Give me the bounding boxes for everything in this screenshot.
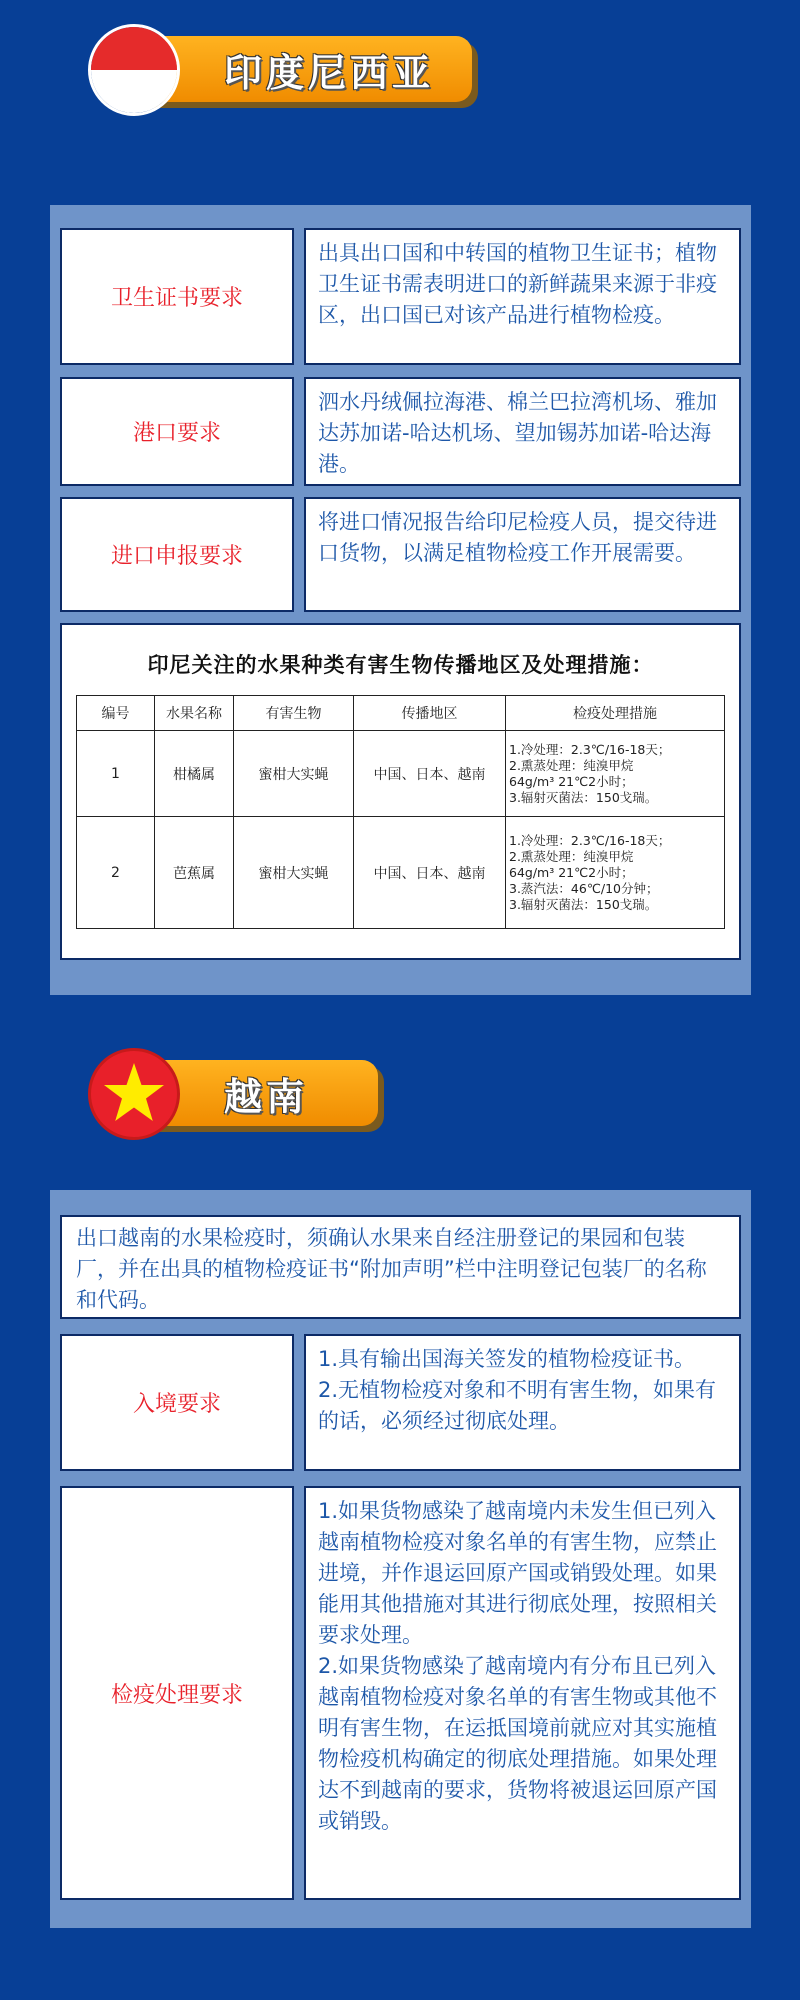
header-region: 传播地区	[354, 696, 506, 731]
row-fruit: 柑橘属	[155, 731, 234, 817]
entry-requirement-text: 1.具有输出国海关签发的植物检疫证书。 2.无植物检疫对象和不明有害生物，如果有的话，必须经过彻底处理。	[304, 1334, 741, 1471]
indonesia-title: 印度尼西亚	[224, 50, 435, 95]
hygiene-cert-label: 卫生证书要求	[60, 228, 294, 365]
row-measures: 1.冷处理：2.3℃/16-18天； 2.熏蒸处理：纯溴甲烷 64g/m³ 21℃2小时； 3.辐射灭菌法：150戈瑞。	[506, 731, 725, 817]
vietnam-intro: 出口越南的水果检疫时，须确认水果来自经注册登记的果园和包装厂，并在出具的植物检疫证书“附加声明”栏中注明登记包装厂的名称和代码。	[60, 1215, 741, 1319]
header-measures: 检疫处理措施	[506, 696, 725, 731]
vietnam-title: 越南	[224, 1074, 309, 1119]
pest-table-header-row	[77, 696, 725, 731]
entry-requirement-label: 入境要求	[60, 1334, 294, 1471]
port-label: 港口要求	[60, 377, 294, 486]
quarantine-treatment-label: 检疫处理要求	[60, 1486, 294, 1900]
row-pest: 蜜柑大实蝇	[234, 731, 354, 817]
indonesia-title-tab	[142, 36, 472, 102]
port-text: 泗水丹绒佩拉海港、棉兰巴拉湾机场、雅加达苏加诺-哈达机场、望加锡苏加诺-哈达海港。	[304, 377, 741, 486]
table-row	[77, 817, 725, 929]
pest-table-box	[60, 623, 741, 960]
import-declaration-label: 进口申报要求	[60, 497, 294, 612]
table-row	[77, 731, 725, 817]
row-fruit: 芭蕉属	[155, 817, 234, 929]
vietnam-flag-icon	[88, 1048, 180, 1140]
row-region: 中国、日本、越南	[354, 731, 506, 817]
header-pest: 有害生物	[234, 696, 354, 731]
pest-table-title: 印尼关注的水果种类有害生物传播地区及处理措施：	[147, 653, 654, 677]
star-icon	[91, 1051, 177, 1137]
row-region: 中国、日本、越南	[354, 817, 506, 929]
hygiene-cert-text: 出具出口国和中转国的植物卫生证书；植物卫生证书需表明进口的新鲜蔬果来源于非疫区，出口国已对该产品进行植物检疫。	[304, 228, 741, 365]
quarantine-treatment-text: 1.如果货物感染了越南境内未发生但已列入越南植物检疫对象名单的有害生物，应禁止进境，并作退运回原产国或销毁处理。如果能用其他措施对其进行彻底处理，按照相关要求处理。 2.如果货物感染了越南境内有分布且已列入越南植物检疫对象名单的有害生物或其他不明有害生物，在运抵国境前就应对其实施植物检疫机构确定的彻底处理措施。如果处理达不到越南的要求，货物将被退运回原产国或销毁。	[304, 1486, 741, 1900]
header-no: 编号	[77, 696, 155, 731]
header-fruit: 水果名称	[155, 696, 234, 731]
row-no: 1	[77, 731, 155, 817]
row-measures: 1.冷处理：2.3℃/16-18天； 2.熏蒸处理：纯溴甲烷 64g/m³ 21℃2小时； 3.蒸汽法：46℃/10分钟； 3.辐射灭菌法：150戈瑞。	[506, 817, 725, 929]
indonesia-flag-icon	[88, 24, 180, 116]
pest-table	[76, 695, 725, 929]
import-declaration-text: 将进口情况报告给印尼检疫人员，提交待进口货物，以满足植物检疫工作开展需要。	[304, 497, 741, 612]
row-pest: 蜜柑大实蝇	[234, 817, 354, 929]
row-no: 2	[77, 817, 155, 929]
